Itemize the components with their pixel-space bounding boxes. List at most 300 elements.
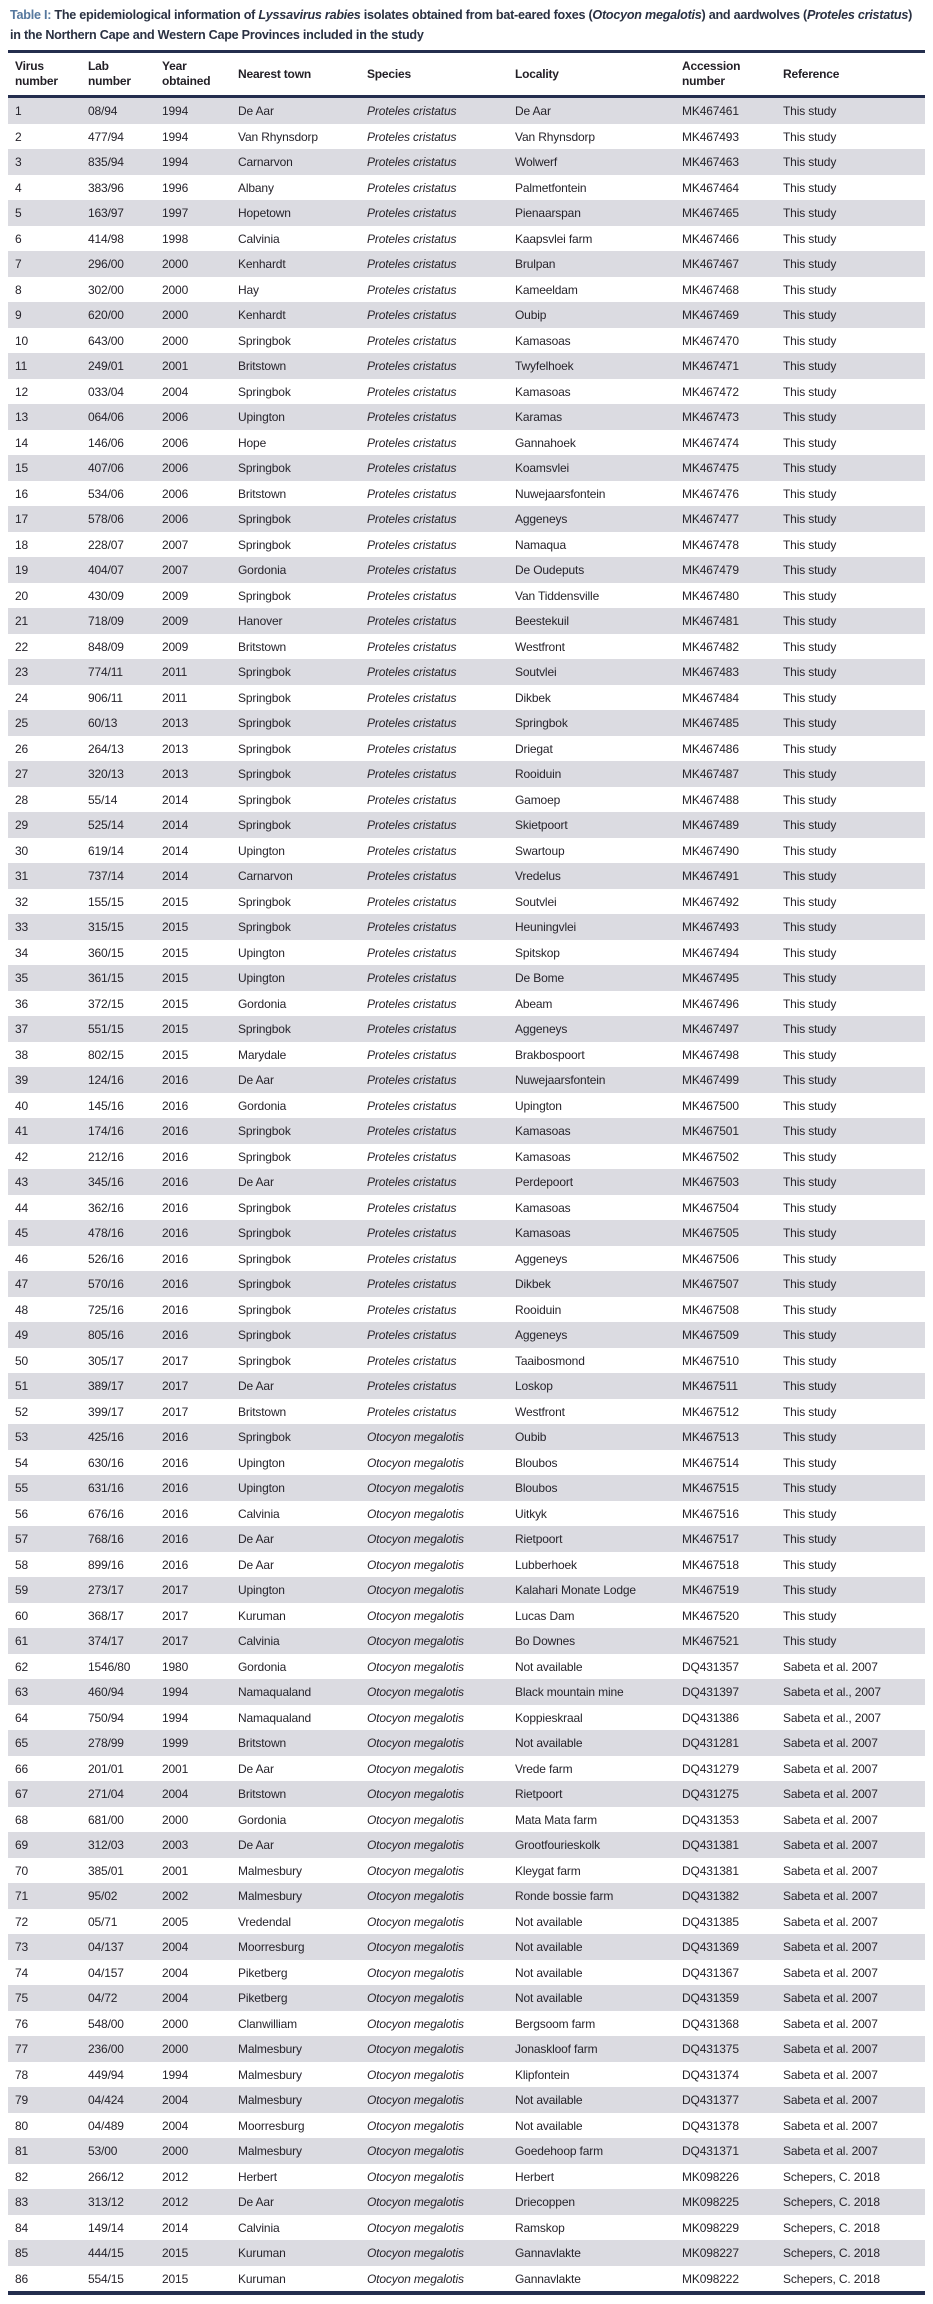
lab-number-cell: 313/12 bbox=[88, 2195, 124, 2210]
lab-number-cell: 805/16 bbox=[88, 1328, 124, 1343]
virus-number-cell: 46 bbox=[15, 1251, 29, 1266]
reference-cell: Sabeta et al., 2007 bbox=[783, 1685, 881, 1700]
year-obtained-cell: 2015 bbox=[162, 894, 189, 909]
reference-cell: This study bbox=[783, 588, 837, 603]
year-obtained-cell: 2016 bbox=[162, 1430, 189, 1445]
year-obtained-cell: 2000 bbox=[162, 2016, 189, 2031]
accession-number-cell: DQ431374 bbox=[682, 2067, 739, 2082]
virus-number-cell: 18 bbox=[15, 537, 29, 552]
accession-number-cell: MK467479 bbox=[682, 563, 739, 578]
accession-number-cell: MK467461 bbox=[682, 104, 739, 119]
accession-number-cell: MK467495 bbox=[682, 971, 739, 986]
nearest-town-cell: Springbok bbox=[238, 690, 291, 705]
accession-number-cell: MK467468 bbox=[682, 282, 739, 297]
species-cell: Proteles cristatus bbox=[367, 282, 457, 297]
accession-number-cell: DQ431367 bbox=[682, 1965, 739, 1980]
accession-number-cell: MK467518 bbox=[682, 1557, 739, 1572]
virus-number-cell: 81 bbox=[15, 2144, 29, 2159]
accession-number-cell: MK467503 bbox=[682, 1175, 739, 1190]
locality-cell: Loskop bbox=[515, 1379, 553, 1394]
year-obtained-cell: 2007 bbox=[162, 563, 189, 578]
table-caption-text bbox=[10, 8, 912, 42]
reference-cell: This study bbox=[783, 1175, 837, 1190]
virus-number-cell: 48 bbox=[15, 1302, 29, 1317]
lab-number-cell: 835/94 bbox=[88, 155, 124, 170]
accession-number-cell: MK467481 bbox=[682, 614, 739, 629]
nearest-town-cell: Springbok bbox=[238, 741, 291, 756]
locality-cell: Grootfourieskolk bbox=[515, 1838, 600, 1853]
table-caption-segment: ) and aardwolves ( bbox=[701, 8, 807, 22]
table-row bbox=[8, 1144, 925, 1170]
reference-cell: Sabeta et al. 2007 bbox=[783, 1659, 878, 1674]
lab-number-cell: 676/16 bbox=[88, 1506, 124, 1521]
virus-number-cell: 43 bbox=[15, 1175, 29, 1190]
accession-number-cell: MK467502 bbox=[682, 1149, 739, 1164]
species-cell: Proteles cristatus bbox=[367, 1022, 457, 1037]
table-row bbox=[8, 889, 925, 915]
year-obtained-cell: 2000 bbox=[162, 308, 189, 323]
year-obtained-cell: 2015 bbox=[162, 920, 189, 935]
year-obtained-cell: 1980 bbox=[162, 1659, 189, 1674]
species-cell: Proteles cristatus bbox=[367, 1047, 457, 1062]
species-cell: Proteles cristatus bbox=[367, 665, 457, 680]
table-row bbox=[8, 2087, 925, 2113]
reference-cell: This study bbox=[783, 971, 837, 986]
year-obtained-cell: 2015 bbox=[162, 1047, 189, 1062]
accession-number-cell: DQ431385 bbox=[682, 1914, 739, 1929]
reference-cell: Sabeta et al. 2007 bbox=[783, 1940, 878, 1955]
species-cell: Proteles cristatus bbox=[367, 1098, 457, 1113]
column-header-species: Species bbox=[360, 52, 508, 97]
lab-number-cell: 425/16 bbox=[88, 1430, 124, 1445]
lab-number-cell: 372/15 bbox=[88, 996, 124, 1011]
year-obtained-cell: 2015 bbox=[162, 945, 189, 960]
lab-number-cell: 407/06 bbox=[88, 461, 124, 476]
locality-cell: Kamasoas bbox=[515, 333, 571, 348]
virus-number-cell: 51 bbox=[15, 1379, 29, 1394]
year-obtained-cell: 2013 bbox=[162, 741, 189, 756]
lab-number-cell: 08/94 bbox=[88, 104, 118, 119]
year-obtained-cell: 2011 bbox=[162, 690, 188, 705]
year-obtained-cell: 1998 bbox=[162, 231, 189, 246]
accession-number-cell: MK467514 bbox=[682, 1455, 739, 1470]
nearest-town-cell: Malmesbury bbox=[238, 2093, 302, 2108]
virus-number-cell: 47 bbox=[15, 1277, 29, 1292]
table-row bbox=[8, 1934, 925, 1960]
species-cell: Otocyon megalotis bbox=[367, 1634, 464, 1649]
species-cell: Proteles cristatus bbox=[367, 435, 457, 450]
table-row bbox=[8, 97, 925, 124]
nearest-town-cell: De Aar bbox=[238, 1532, 274, 1547]
table-row bbox=[8, 557, 925, 583]
column-header-nearest-town: Nearest town bbox=[231, 52, 360, 97]
locality-cell: Nuwejaarsfontein bbox=[515, 1073, 606, 1088]
species-cell: Otocyon megalotis bbox=[367, 2246, 464, 2261]
table-row bbox=[8, 685, 925, 711]
virus-number-cell: 73 bbox=[15, 1940, 29, 1955]
species-cell: Otocyon megalotis bbox=[367, 1481, 464, 1496]
nearest-town-cell: Upington bbox=[238, 971, 285, 986]
lab-number-cell: 389/17 bbox=[88, 1379, 124, 1394]
column-header-locality: Locality bbox=[508, 52, 675, 97]
locality-cell: Twyfelhoek bbox=[515, 359, 574, 374]
virus-number-cell: 30 bbox=[15, 843, 29, 858]
species-cell: Proteles cristatus bbox=[367, 563, 457, 578]
lab-number-cell: 620/00 bbox=[88, 308, 124, 323]
locality-cell: Aggeneys bbox=[515, 1251, 568, 1266]
locality-cell: Dikbek bbox=[515, 690, 551, 705]
species-cell: Proteles cristatus bbox=[367, 741, 457, 756]
nearest-town-cell: Kuruman bbox=[238, 1608, 286, 1623]
year-obtained-cell: 1994 bbox=[162, 1710, 189, 1725]
nearest-town-cell: Upington bbox=[238, 410, 285, 425]
table-row bbox=[8, 200, 925, 226]
reference-cell: This study bbox=[783, 282, 837, 297]
virus-number-cell: 10 bbox=[15, 333, 29, 348]
species-cell: Otocyon megalotis bbox=[367, 1863, 464, 1878]
table-row bbox=[8, 1399, 925, 1425]
species-cell: Proteles cristatus bbox=[367, 308, 457, 323]
reference-cell: This study bbox=[783, 1430, 837, 1445]
year-obtained-cell: 2016 bbox=[162, 1226, 189, 1241]
table-row bbox=[8, 710, 925, 736]
virus-number-cell: 34 bbox=[15, 945, 29, 960]
reference-cell: Sabeta et al. 2007 bbox=[783, 2042, 878, 2057]
locality-cell: Aggeneys bbox=[515, 1328, 568, 1343]
nearest-town-cell: Piketberg bbox=[238, 1965, 288, 1980]
locality-cell: Bo Downes bbox=[515, 1634, 576, 1649]
nearest-town-cell: Carnarvon bbox=[238, 155, 293, 170]
locality-cell: Kalahari Monate Lodge bbox=[515, 1583, 636, 1598]
table-row bbox=[8, 1271, 925, 1297]
nearest-town-cell: Kuruman bbox=[238, 2271, 286, 2286]
table-row bbox=[8, 2266, 925, 2294]
table-row bbox=[8, 1858, 925, 1884]
year-obtained-cell: 2014 bbox=[162, 2220, 189, 2235]
locality-cell: Soutvlei bbox=[515, 665, 557, 680]
species-cell: Proteles cristatus bbox=[367, 614, 457, 629]
species-cell: Proteles cristatus bbox=[367, 1149, 457, 1164]
year-obtained-cell: 2006 bbox=[162, 512, 189, 527]
nearest-town-cell: Springbok bbox=[238, 894, 291, 909]
lab-number-cell: 315/15 bbox=[88, 920, 124, 935]
species-cell: Otocyon megalotis bbox=[367, 2169, 464, 2184]
year-obtained-cell: 2017 bbox=[162, 1404, 189, 1419]
nearest-town-cell: Britstown bbox=[238, 486, 286, 501]
accession-number-cell: MK467492 bbox=[682, 894, 739, 909]
lab-number-cell: 368/17 bbox=[88, 1608, 124, 1623]
species-cell: Otocyon megalotis bbox=[367, 1787, 464, 1802]
nearest-town-cell: De Aar bbox=[238, 1838, 274, 1853]
virus-number-cell: 8 bbox=[15, 282, 22, 297]
accession-number-cell: MK467486 bbox=[682, 741, 739, 756]
year-obtained-cell: 2005 bbox=[162, 1914, 189, 1929]
species-cell: Otocyon megalotis bbox=[367, 2144, 464, 2159]
nearest-town-cell: De Aar bbox=[238, 1073, 274, 1088]
table-row bbox=[8, 2113, 925, 2139]
virus-number-cell: 4 bbox=[15, 180, 22, 195]
virus-number-cell: 7 bbox=[15, 257, 22, 272]
lab-number-cell: 278/99 bbox=[88, 1736, 124, 1751]
locality-cell: Palmetfontein bbox=[515, 180, 587, 195]
year-obtained-cell: 2016 bbox=[162, 1557, 189, 1572]
lab-number-cell: 236/00 bbox=[88, 2042, 124, 2057]
locality-cell: Jonaskloof farm bbox=[515, 2042, 598, 2057]
accession-number-cell: MK467496 bbox=[682, 996, 739, 1011]
virus-number-cell: 75 bbox=[15, 1991, 29, 2006]
reference-cell: This study bbox=[783, 384, 837, 399]
nearest-town-cell: Springbok bbox=[238, 920, 291, 935]
year-obtained-cell: 2004 bbox=[162, 1940, 189, 1955]
species-cell: Proteles cristatus bbox=[367, 461, 457, 476]
species-cell: Otocyon megalotis bbox=[367, 1710, 464, 1725]
year-obtained-cell: 2006 bbox=[162, 461, 189, 476]
reference-cell: Sabeta et al. 2007 bbox=[783, 1736, 878, 1751]
virus-number-cell: 57 bbox=[15, 1532, 29, 1547]
nearest-town-cell: De Aar bbox=[238, 2195, 274, 2210]
virus-number-cell: 39 bbox=[15, 1073, 29, 1088]
accession-number-cell: MK467508 bbox=[682, 1302, 739, 1317]
lab-number-cell: 906/11 bbox=[88, 690, 123, 705]
year-obtained-cell: 2015 bbox=[162, 971, 189, 986]
year-obtained-cell: 2004 bbox=[162, 384, 189, 399]
species-cell: Proteles cristatus bbox=[367, 104, 457, 119]
reference-cell: This study bbox=[783, 818, 837, 833]
reference-cell: This study bbox=[783, 843, 837, 858]
locality-cell: De Bome bbox=[515, 971, 564, 986]
accession-number-cell: MK467519 bbox=[682, 1583, 739, 1598]
nearest-town-cell: Calvinia bbox=[238, 2220, 280, 2235]
locality-cell: Heuningvlei bbox=[515, 920, 577, 935]
locality-cell: Westfront bbox=[515, 639, 565, 654]
reference-cell: This study bbox=[783, 1634, 837, 1649]
lab-number-cell: 163/97 bbox=[88, 206, 124, 221]
lab-number-cell: 477/94 bbox=[88, 129, 124, 144]
accession-number-cell: MK467511 bbox=[682, 1379, 738, 1394]
year-obtained-cell: 2017 bbox=[162, 1608, 189, 1623]
year-obtained-cell: 2016 bbox=[162, 1277, 189, 1292]
locality-cell: Wolwerf bbox=[515, 155, 558, 170]
species-cell: Proteles cristatus bbox=[367, 512, 457, 527]
locality-cell: Ramskop bbox=[515, 2220, 565, 2235]
nearest-town-cell: Gordonia bbox=[238, 996, 287, 1011]
lab-number-cell: 174/16 bbox=[88, 1124, 124, 1139]
year-obtained-cell: 1994 bbox=[162, 2067, 189, 2082]
table-header bbox=[8, 52, 925, 97]
year-obtained-cell: 2016 bbox=[162, 1532, 189, 1547]
year-obtained-cell: 2007 bbox=[162, 537, 189, 552]
lab-number-cell: 460/94 bbox=[88, 1685, 124, 1700]
table-row bbox=[8, 455, 925, 481]
virus-number-cell: 36 bbox=[15, 996, 29, 1011]
table-row bbox=[8, 1654, 925, 1680]
virus-number-cell: 41 bbox=[15, 1124, 29, 1139]
reference-cell: Sabeta et al. 2007 bbox=[783, 1812, 878, 1827]
accession-number-cell: MK467477 bbox=[682, 512, 739, 527]
table-row bbox=[8, 328, 925, 354]
species-cell: Proteles cristatus bbox=[367, 1124, 457, 1139]
reference-cell: This study bbox=[783, 1328, 837, 1343]
locality-cell: Koamsvlei bbox=[515, 461, 570, 476]
locality-cell: Not available bbox=[515, 1736, 583, 1751]
nearest-town-cell: Upington bbox=[238, 945, 285, 960]
virus-number-cell: 84 bbox=[15, 2220, 29, 2235]
lab-number-cell: 578/06 bbox=[88, 512, 124, 527]
species-cell: Proteles cristatus bbox=[367, 690, 457, 705]
lab-number-cell: 266/12 bbox=[88, 2169, 124, 2184]
species-cell: Proteles cristatus bbox=[367, 920, 457, 935]
reference-cell: This study bbox=[783, 537, 837, 552]
nearest-town-cell: Vredendal bbox=[238, 1914, 291, 1929]
reference-cell: This study bbox=[783, 1073, 837, 1088]
species-cell: Proteles cristatus bbox=[367, 1251, 457, 1266]
reference-cell: This study bbox=[783, 308, 837, 323]
species-cell: Proteles cristatus bbox=[367, 1328, 457, 1343]
virus-number-cell: 72 bbox=[15, 1914, 29, 1929]
reference-cell: This study bbox=[783, 257, 837, 272]
accession-number-cell: MK467488 bbox=[682, 792, 739, 807]
virus-number-cell: 82 bbox=[15, 2169, 29, 2184]
locality-cell: Soutvlei bbox=[515, 894, 557, 909]
accession-number-cell: MK467466 bbox=[682, 231, 739, 246]
reference-cell: Sabeta et al. 2007 bbox=[783, 2093, 878, 2108]
virus-number-cell: 61 bbox=[15, 1634, 29, 1649]
year-obtained-cell: 1996 bbox=[162, 180, 189, 195]
lab-number-cell: 212/16 bbox=[88, 1149, 124, 1164]
table-row bbox=[8, 2138, 925, 2164]
reference-cell: This study bbox=[783, 1379, 837, 1394]
year-obtained-cell: 1994 bbox=[162, 104, 189, 119]
table-row bbox=[8, 1552, 925, 1578]
nearest-town-cell: De Aar bbox=[238, 1557, 274, 1572]
species-cell: Proteles cristatus bbox=[367, 792, 457, 807]
locality-cell: Goedehoop farm bbox=[515, 2144, 603, 2159]
species-cell: Proteles cristatus bbox=[367, 767, 457, 782]
locality-cell: Kamasoas bbox=[515, 384, 571, 399]
reference-cell: Sabeta et al. 2007 bbox=[783, 1914, 878, 1929]
locality-cell: Rooiduin bbox=[515, 1302, 562, 1317]
lab-number-cell: 146/06 bbox=[88, 435, 124, 450]
reference-cell: Schepers, C. 2018 bbox=[783, 2169, 880, 2184]
table-row bbox=[8, 787, 925, 813]
reference-cell: This study bbox=[783, 1124, 837, 1139]
table-caption-segment: ) in the Northern Cape and Western Cape Provinces included in the study bbox=[10, 8, 913, 43]
locality-cell: Van Rhynsdorp bbox=[515, 129, 595, 144]
year-obtained-cell: 2017 bbox=[162, 1634, 189, 1649]
nearest-town-cell: Springbok bbox=[238, 1302, 291, 1317]
table-row bbox=[8, 1526, 925, 1552]
lab-number-cell: 848/09 bbox=[88, 639, 124, 654]
accession-number-cell: DQ431377 bbox=[682, 2093, 739, 2108]
lab-number-cell: 53/00 bbox=[88, 2144, 118, 2159]
species-cell: Otocyon megalotis bbox=[367, 1583, 464, 1598]
reference-cell: This study bbox=[783, 129, 837, 144]
lab-number-cell: 1546/80 bbox=[88, 1659, 131, 1674]
virus-number-cell: 22 bbox=[15, 639, 29, 654]
lab-number-cell: 525/14 bbox=[88, 818, 124, 833]
locality-cell: Not available bbox=[515, 1965, 583, 1980]
accession-number-cell: MK467473 bbox=[682, 410, 739, 425]
table-header-row bbox=[8, 52, 925, 97]
year-obtained-cell: 2016 bbox=[162, 1455, 189, 1470]
virus-number-cell: 11 bbox=[15, 359, 28, 374]
reference-cell: This study bbox=[783, 1251, 837, 1266]
lab-number-cell: 04/489 bbox=[88, 2118, 124, 2133]
table-row bbox=[8, 940, 925, 966]
year-obtained-cell: 2016 bbox=[162, 1506, 189, 1521]
species-cell: Otocyon megalotis bbox=[367, 1685, 464, 1700]
virus-number-cell: 14 bbox=[15, 435, 29, 450]
year-obtained-cell: 1997 bbox=[162, 206, 189, 221]
nearest-town-cell: Malmesbury bbox=[238, 2144, 302, 2159]
virus-number-cell: 23 bbox=[15, 665, 29, 680]
locality-cell: De Aar bbox=[515, 104, 551, 119]
reference-cell: This study bbox=[783, 894, 837, 909]
table-row bbox=[8, 2011, 925, 2037]
virus-number-cell: 16 bbox=[15, 486, 29, 501]
locality-cell: Gannavlakte bbox=[515, 2246, 581, 2261]
virus-number-cell: 67 bbox=[15, 1787, 29, 1802]
table-caption-segment: isolates obtained from bat-eared foxes ( bbox=[360, 8, 593, 22]
locality-cell: Nuwejaarsfontein bbox=[515, 486, 606, 501]
table-row bbox=[8, 1118, 925, 1144]
year-obtained-cell: 2000 bbox=[162, 282, 189, 297]
lab-number-cell: 345/16 bbox=[88, 1175, 124, 1190]
table-row bbox=[8, 1016, 925, 1042]
year-obtained-cell: 2000 bbox=[162, 2144, 189, 2159]
lab-number-cell: 271/04 bbox=[88, 1787, 124, 1802]
lab-number-cell: 064/06 bbox=[88, 410, 124, 425]
year-obtained-cell: 2001 bbox=[162, 359, 189, 374]
table-row bbox=[8, 2189, 925, 2215]
nearest-town-cell: Hope bbox=[238, 435, 267, 450]
year-obtained-cell: 2014 bbox=[162, 818, 189, 833]
reference-cell: This study bbox=[783, 639, 837, 654]
nearest-town-cell: Gordonia bbox=[238, 1098, 287, 1113]
reference-cell: This study bbox=[783, 792, 837, 807]
table-row bbox=[8, 532, 925, 558]
nearest-town-cell: Hay bbox=[238, 282, 259, 297]
virus-number-cell: 24 bbox=[15, 690, 29, 705]
nearest-town-cell: Albany bbox=[238, 180, 274, 195]
virus-number-cell: 78 bbox=[15, 2067, 29, 2082]
accession-number-cell: DQ431375 bbox=[682, 2042, 739, 2057]
accession-number-cell: MK467505 bbox=[682, 1226, 739, 1241]
nearest-town-cell: Springbok bbox=[238, 1430, 291, 1445]
nearest-town-cell: Springbok bbox=[238, 767, 291, 782]
locality-cell: Kaapsvlei farm bbox=[515, 231, 593, 246]
virus-number-cell: 29 bbox=[15, 818, 29, 833]
virus-number-cell: 40 bbox=[15, 1098, 29, 1113]
lab-number-cell: 360/15 bbox=[88, 945, 124, 960]
virus-number-cell: 77 bbox=[15, 2042, 29, 2057]
lab-number-cell: 681/00 bbox=[88, 1812, 124, 1827]
accession-number-cell: DQ431371 bbox=[682, 2144, 739, 2159]
virus-number-cell: 2 bbox=[15, 129, 22, 144]
year-obtained-cell: 2015 bbox=[162, 2271, 189, 2286]
species-cell: Proteles cristatus bbox=[367, 996, 457, 1011]
accession-number-cell: DQ431281 bbox=[682, 1736, 739, 1751]
species-cell: Proteles cristatus bbox=[367, 486, 457, 501]
lab-number-cell: 414/98 bbox=[88, 231, 124, 246]
table-row bbox=[8, 1628, 925, 1654]
table-row bbox=[8, 226, 925, 252]
nearest-town-cell: Springbok bbox=[238, 1277, 291, 1292]
species-cell: Proteles cristatus bbox=[367, 945, 457, 960]
virus-number-cell: 6 bbox=[15, 231, 22, 246]
virus-number-cell: 32 bbox=[15, 894, 29, 909]
lab-number-cell: 534/06 bbox=[88, 486, 124, 501]
